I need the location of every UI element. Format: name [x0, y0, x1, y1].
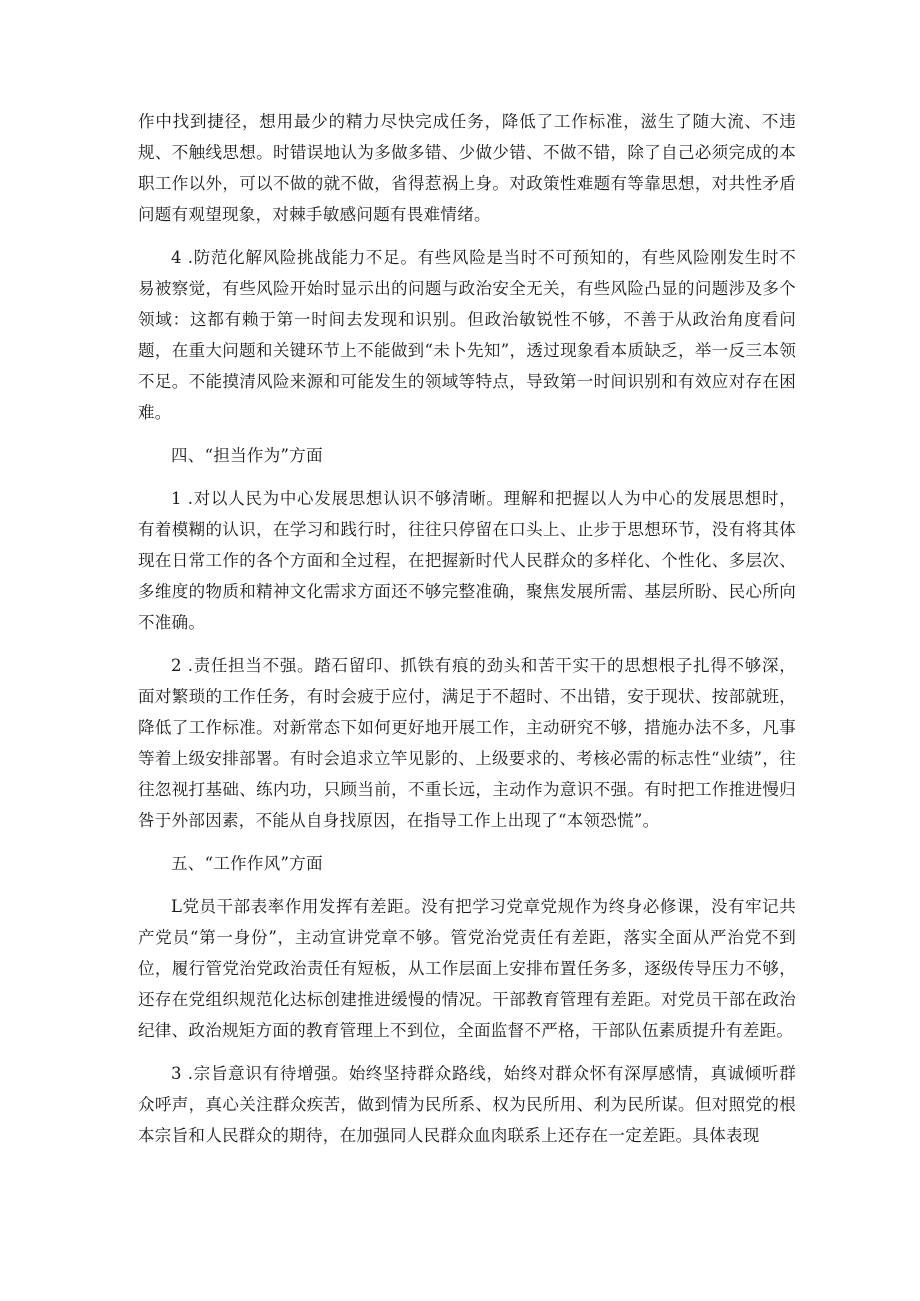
paragraph-item-1-people-centered: 1 .对以人民为中心发展思想认识不够清晰。理解和把握以人为中心的发展思想时，有着模糊的认识，在学习和践行时，往往只停留在口头上、止步于思想环节，没有将其体现在日常工作的各个方面和全过程，在把握新时代人民群众的多样化、个性化、多层次、多维度的物质和精神文化需求方面还不够完整准确，聚焦发展所需、基层所盼、民心所向不准确。 [138, 489, 796, 632]
section-heading-5: 五、“工作作风”方面 [171, 854, 323, 873]
paragraph-item-3-purpose: 3 .宗旨意识有待增强。始终坚持群众路线，始终对群众怀有深厚感情，真诚倾听群众呼声，真心关注群众疾苦，做到情为民所系、权为民所用、利为民所谋。但对照党的根本宗旨和人民群众的期待，在加强同人民群众血肉联系上还存在一定差距。具体表现 [138, 1064, 796, 1145]
paragraph-item-2-responsibility: 2 .责任担当不强。踏石留印、抓铁有痕的劲头和苦干实干的思想根子扎得不够深，面对繁琐的工作任务，有时会疲于应付，满足于不超时、不出错，安于现状、按部就班，降低了工作标准。对新常态下如何更好地开展工作，主动研究不够，措施办法不多，凡事等着上级安排部署。有时会追求立竿见影的、上级要求的、考核必需的标志性“业绩”，往往忽视打基础、练内功，只顾当前，不重长远，主动作为意识不强。有时把工作推进慢归咎于外部因素，不能从自身找原因，在指导工作上出现了“本领恐慌”。 [138, 656, 796, 830]
section-heading-4: 四、“担当作为”方面 [171, 446, 323, 465]
paragraph-item-1-party-members: L党员干部表率作用发挥有差距。没有把学习党章党规作为终身必修课，没有牢记共产党员“第一身份”，主动宣讲党章不够。管党治党责任有差距，落实全面从严治党不到位，履行管党治党政治责任有短板，从工作层面上安排布置任务多，逐级传导压力不够，还存在党组织规范化达标创建推进缓慢的情况。干部教育管理有差距。对党员干部在政治纪律、政治规矩方面的教育管理上不到位，全面监督不严格，干部队伍素质提升有差距。 [138, 897, 796, 1040]
document-page [138, 106, 796, 1163]
paragraph-item-4-risk: 4 .防范化解风险挑战能力不足。有些风险是当时不可预知的，有些风险刚发生时不易被察觉，有些风险开始时显示出的问题与政治安全无关，有些风险凸显的问题涉及多个领域：这都有赖于第一时间去发现和识别。但政治敏锐性不够，不善于从政治角度看问题，在重大问题和关键环节上不能做到“未卜先知”，透过现象看本质缺乏，举一反三本领不足。不能摸清风险来源和可能发生的领域等特点，导致第一时间识别和有效应对存在困难。 [138, 248, 796, 422]
paragraph-continuation: 作中找到捷径，想用最少的精力尽快完成任务，降低了工作标准，滋生了随大流、不违规、不触线思想。时错误地认为多做多错、少做少错、不做不错，除了自己必须完成的本职工作以外，可以不做的就不做，省得惹祸上身。对政策性难题有等靠思想，对共性矛盾问题有观望现象，对棘手敏感问题有畏难情绪。 [138, 112, 796, 224]
